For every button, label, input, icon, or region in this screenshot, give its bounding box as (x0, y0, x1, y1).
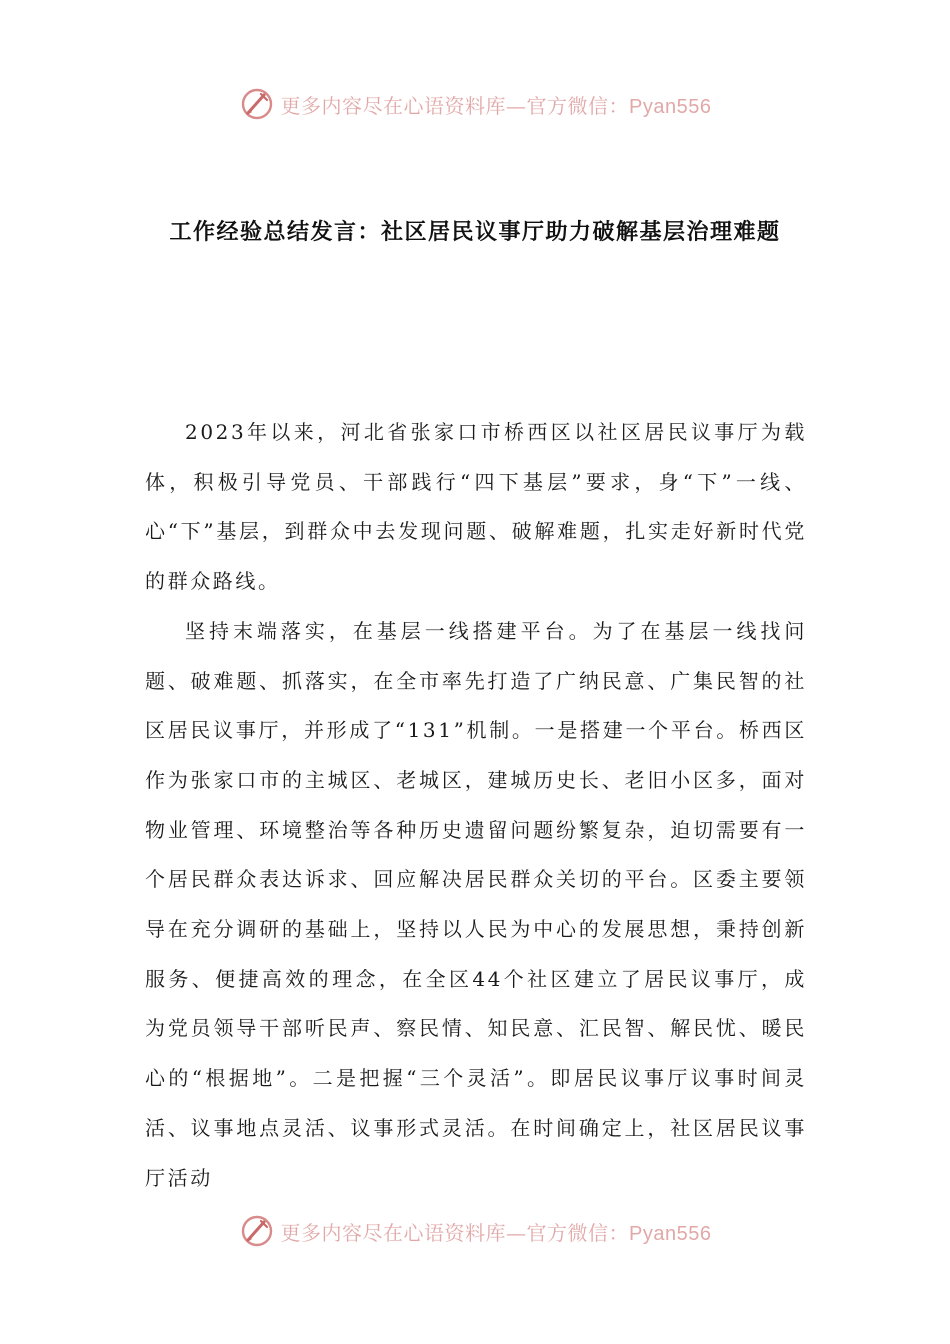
paragraph-1: 2023年以来，河北省张家口市桥西区以社区居民议事厅为载体，积极引导党员、干部践行“四下基层”要求，身“下”一线、心“下”基层，到群众中去发现问题、破解难题，扎实走好新时代党的群众路线。 (145, 420, 807, 594)
paragraph-2: 坚持末端落实，在基层一线搭建平台。为了在基层一线找问题、破难题、抓落实，在全市率先打造了广纳民意、广集民智的社区居民议事厅，并形成了“131”机制。一是搭建一个平台。桥西区作为张家口市的主城区、老城区，建城历史长、老旧小区多，面对物业管理、环境整治等各种历史遗留问题纷繁复杂，迫切需要有一个居民群众表达诉求、回应解决居民群众关切的平台。区委主要领导在充分调研的基础上，坚持以人民为中心的发展思想，秉持创新服务、便捷高效的理念，在全区44个社区建立了居民议事厅，成为党员领导干部听民声、察民情、知民意、汇民智、解民忧、暖民心的“根据地”。二是把握“三个灵活”。即居民议事厅议事时间灵活、议事地点灵活、议事形式灵活。在时间确定上，社区居民议事厅活动 (145, 618, 807, 1190)
pen-circle-logo-icon (239, 86, 275, 122)
pen-circle-logo-icon (239, 1213, 275, 1249)
document-body (145, 408, 807, 1203)
footer-watermark (0, 1211, 950, 1251)
document-title: 工作经验总结发言：社区居民议事厅助力破解基层治理难题 (169, 220, 781, 245)
header-watermark (0, 84, 950, 124)
watermark-text: 更多内容尽在心语资料库—官方微信：Pyan556 (280, 93, 712, 118)
watermark-text: 更多内容尽在心语资料库—官方微信：Pyan556 (280, 1220, 712, 1245)
